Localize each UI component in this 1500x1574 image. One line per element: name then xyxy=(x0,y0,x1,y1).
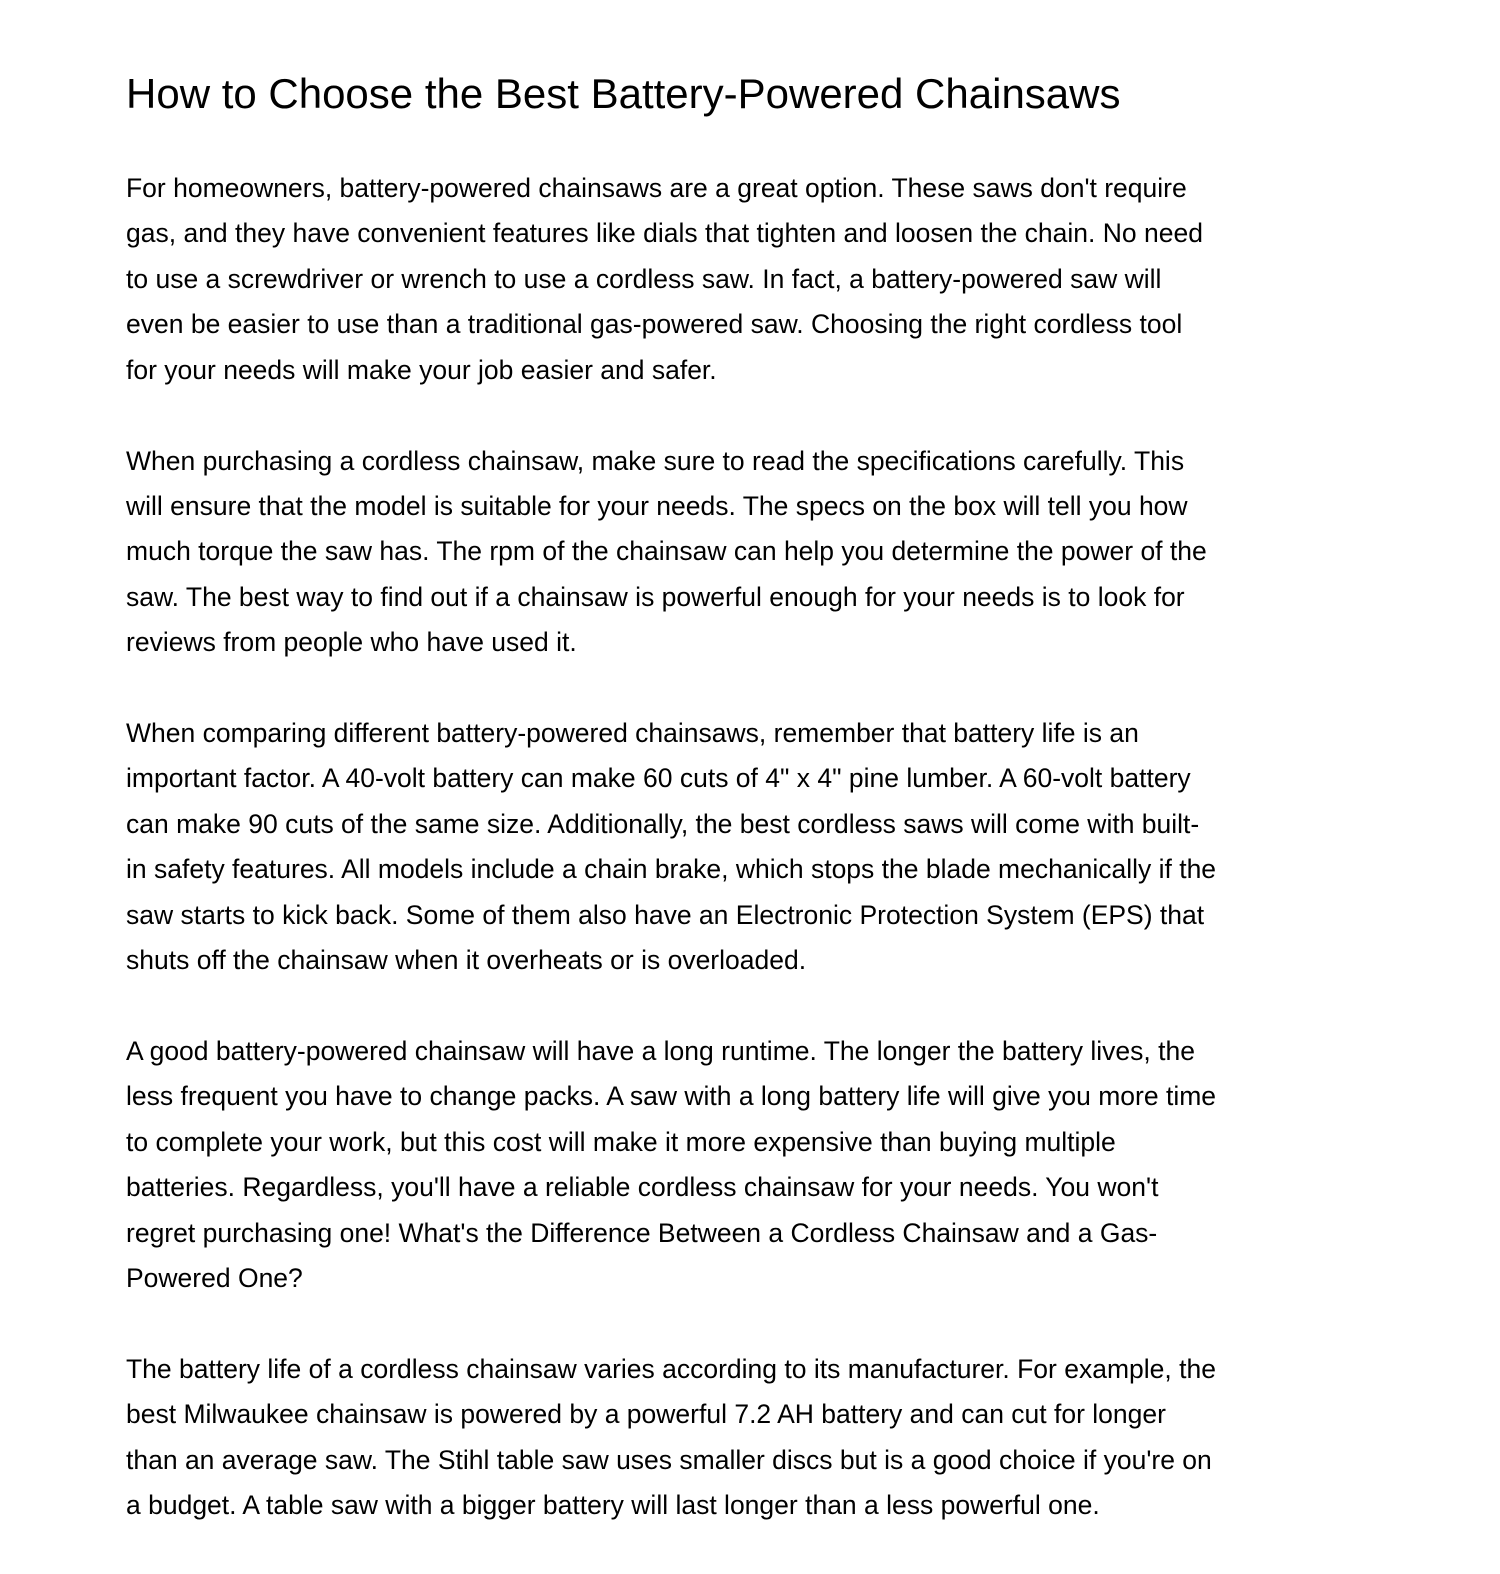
text-line: a budget. A table saw with a bigger battery will last longer than a less powerful one. xyxy=(126,1490,1100,1521)
paragraph-1 xyxy=(126,166,1378,393)
paragraph-3 xyxy=(126,711,1378,983)
text-line: The battery life of a cordless chainsaw varies according to its manufacturer. For example, the xyxy=(126,1353,1216,1384)
paragraph-2 xyxy=(126,439,1378,666)
text-line: regret purchasing one! What's the Difference Between a Cordless Chainsaw and a Gas- xyxy=(126,1217,1158,1248)
text-line: less frequent you have to change packs. A saw with a long battery life will give you more time xyxy=(126,1081,1217,1112)
text-line: will ensure that the model is suitable for your needs. The specs on the box will tell you how xyxy=(126,490,1188,521)
text-line: to complete your work, but this cost will make it more expensive than buying multiple xyxy=(126,1126,1116,1157)
text-line: can make 90 cuts of the same size. Additionally, the best cordless saws will come with built- xyxy=(126,808,1200,839)
text-line: even be easier to use than a traditional gas-powered saw. Choosing the right cordless tool xyxy=(126,309,1183,340)
text-line: important factor. A 40-volt battery can make 60 cuts of 4" x 4" pine lumber. A 60-volt battery xyxy=(126,763,1191,794)
text-line: Powered One? xyxy=(126,1263,303,1294)
document-body xyxy=(126,166,1378,1574)
text-line: When purchasing a cordless chainsaw, make sure to read the specifications carefully. This xyxy=(126,445,1185,476)
paragraph-4 xyxy=(126,1029,1378,1301)
text-line: in safety features. All models include a chain brake, which stops the blade mechanically if the xyxy=(126,854,1217,885)
text-line: A good battery-powered chainsaw will have a long runtime. The longer the battery lives, the xyxy=(126,1036,1195,1066)
text-line: for your needs will make your job easier and safer. xyxy=(126,354,717,385)
text-line: shuts off the chainsaw when it overheats or is overloaded. xyxy=(126,945,807,976)
text-line: reviews from people who have used it. xyxy=(126,627,577,658)
text-line: than an average saw. The Stihl table saw uses smaller discs but is a good choice if you're on xyxy=(126,1444,1212,1475)
text-line: saw starts to kick back. Some of them also have an Electronic Protection System (EPS) that xyxy=(126,899,1205,930)
text-line: For homeowners, battery-powered chainsaws are a great option. These saws don't require xyxy=(126,173,1187,203)
document-title: How to Choose the Best Battery-Powered Chainsaws xyxy=(126,70,1121,117)
text-line: much torque the saw has. The rpm of the chainsaw can help you determine the power of the xyxy=(126,536,1207,567)
text-line: gas, and they have convenient features like dials that tighten and loosen the chain. No need xyxy=(126,218,1203,249)
text-line: to use a screwdriver or wrench to use a cordless saw. In fact, a battery-powered saw will xyxy=(126,263,1162,294)
text-line: batteries. Regardless, you'll have a reliable cordless chainsaw for your needs. You won't xyxy=(126,1172,1159,1203)
text-line: When comparing different battery-powered chainsaws, remember that battery life is an xyxy=(126,718,1139,749)
text-line: best Milwaukee chainsaw is powered by a powerful 7.2 AH battery and can cut for longer xyxy=(126,1399,1166,1430)
text-line: saw. The best way to find out if a chainsaw is powerful enough for your needs is to look for xyxy=(126,581,1185,612)
paragraph-5 xyxy=(126,1347,1378,1529)
